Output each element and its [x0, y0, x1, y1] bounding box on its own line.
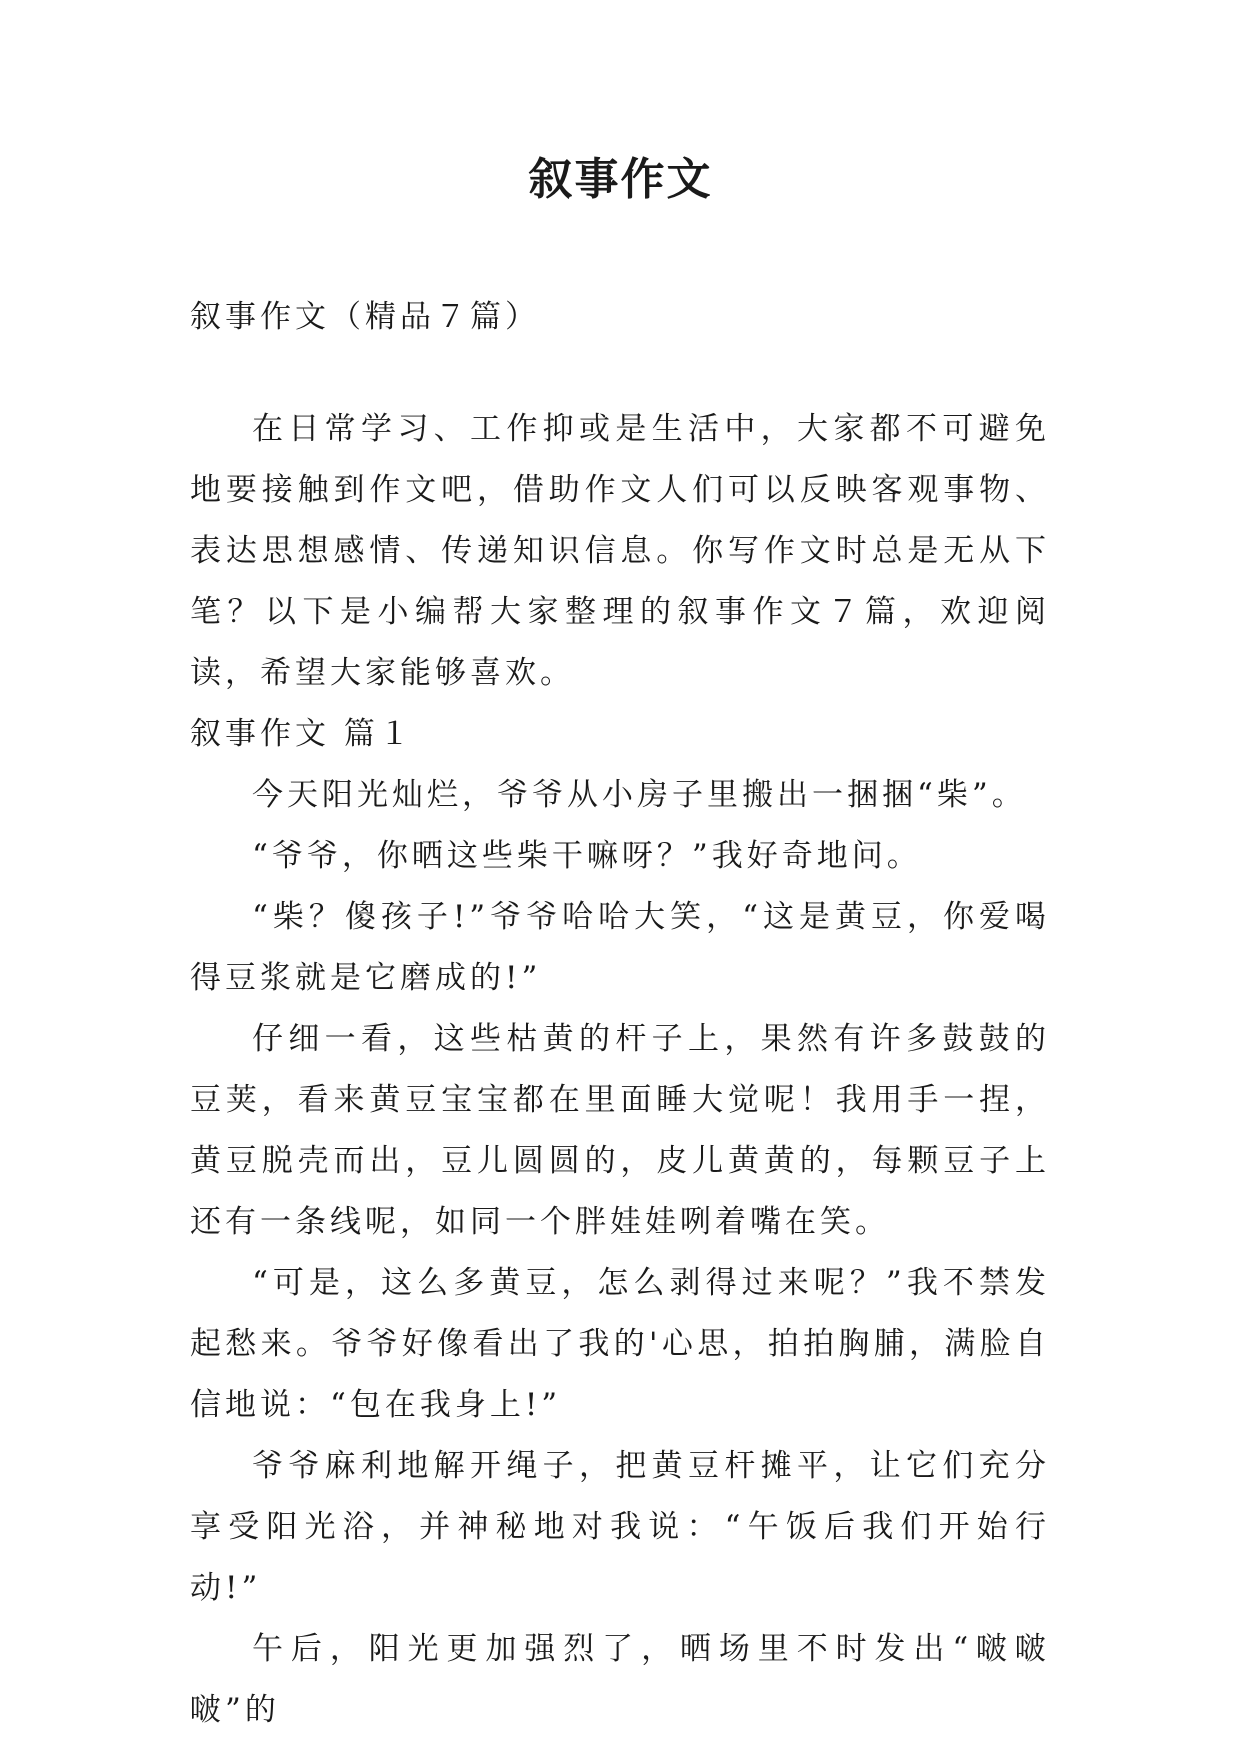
paragraph: 爷爷麻利地解开绳子，把黄豆杆摊平，让它们充分享受阳光浴，并神秘地对我说：“午饭后我们开始行动!”: [190, 1448, 1050, 1606]
section-heading: 叙事作文 篇１: [190, 716, 414, 752]
document-title: 叙事作文: [528, 154, 713, 205]
paragraph: “爷爷，你晒这些柴干嘛呀？”我好奇地问。: [252, 838, 922, 874]
document-body: [190, 287, 1050, 1741]
paragraph: “可是，这么多黄豆，怎么剥得过来呢？”我不禁发起愁来。爷爷好像看出了我的'心思，拍拍胸脯，满脸自信地说：“包在我身上!”: [190, 1265, 1050, 1423]
document-subtitle: 叙事作文（精品７篇）: [190, 299, 540, 335]
paragraph: 今天阳光灿烂，爷爷从小房子里搬出一捆捆“柴”。: [252, 777, 1027, 813]
paragraph: “柴？傻孩子!”爷爷哈哈大笑，“这是黄豆，你爱喝得豆浆就是它磨成的!”: [190, 899, 1050, 996]
paragraph: 仔细一看，这些枯黄的杆子上，果然有许多鼓鼓的豆荚，看来黄豆宝宝都在里面睡大觉呢！我用手一捏，黄豆脱壳而出，豆儿圆圆的，皮儿黄黄的，每颗豆子上还有一条线呢，如同一个胖娃娃咧着嘴在笑。: [190, 1021, 1050, 1240]
paragraph: 午后，阳光更加强烈了，晒场里不时发出“啵啵啵”的: [190, 1631, 1050, 1728]
intro-paragraph: 在日常学习、工作抑或是生活中，大家都不可避免地要接触到作文吧，借助作文人们可以反映客观事物、表达思想感情、传递知识信息。你写作文时总是无从下笔？以下是小编帮大家整理的叙事作文７篇，欢迎阅读，希望大家能够喜欢。: [190, 411, 1050, 691]
